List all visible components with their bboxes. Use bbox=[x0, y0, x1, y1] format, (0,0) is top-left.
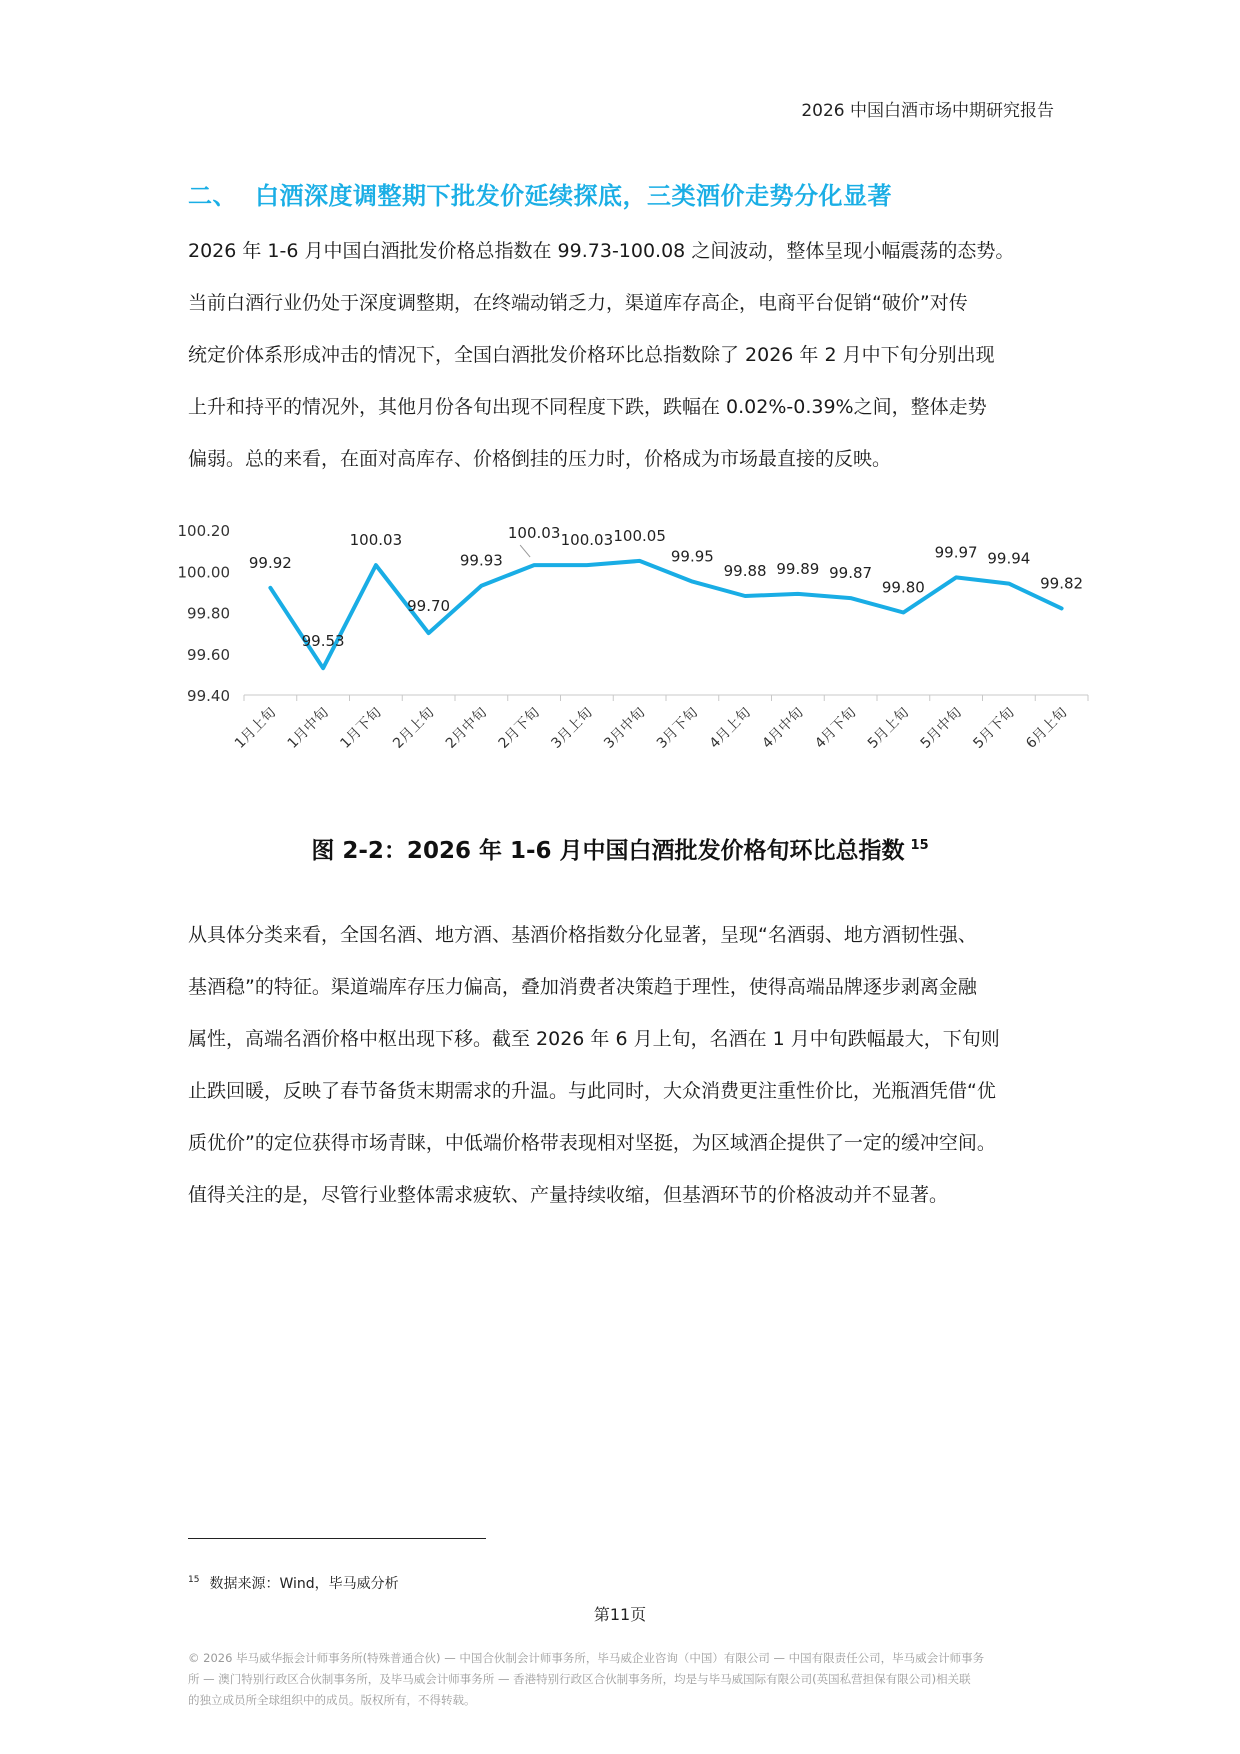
x-tick-label: 5月下旬 bbox=[970, 704, 1018, 752]
x-tick-label: 5月中旬 bbox=[917, 704, 965, 752]
data-label: 99.94 bbox=[987, 549, 1031, 568]
figure-footnote-ref: 15 bbox=[910, 838, 929, 854]
data-label: 99.92 bbox=[248, 553, 292, 572]
running-header: 2026 中国白酒市场中期研究报告 bbox=[801, 101, 1054, 121]
paragraph-line: 值得关注的是，尽管行业整体需求疲软、产量持续收缩，但基酒环节的价格波动并不显著。 bbox=[188, 1184, 949, 1206]
data-label: 99.97 bbox=[934, 543, 978, 562]
x-tick-label: 4月中旬 bbox=[759, 704, 807, 752]
x-tick-label: 4月上旬 bbox=[706, 704, 754, 752]
legal-line: © 2026 毕马威华振会计师事务所(特殊普通合伙) — 中国合伙制会计师事务所，毕马威企业咨询（中国）有限公司 — 中国有限责任公司，毕马威会计师事务 bbox=[188, 1651, 985, 1665]
legal-line: 的独立成员所全球组织中的成员。版权所有，不得转载。 bbox=[188, 1693, 476, 1707]
x-tick-label: 6月上旬 bbox=[1023, 704, 1071, 752]
legal-notice bbox=[188, 1648, 1058, 1711]
data-label: 99.53 bbox=[301, 632, 345, 651]
data-label: 100.03 bbox=[507, 524, 561, 543]
footnote bbox=[188, 1573, 399, 1593]
paragraph-line: 2026 年 1-6 月中国白酒批发价格总指数在 99.73-100.08 之间波动，整体呈现小幅震荡的态势。 bbox=[188, 240, 1015, 262]
series-line bbox=[270, 561, 1061, 668]
data-label: 99.93 bbox=[459, 551, 503, 570]
figure-caption bbox=[0, 832, 1240, 865]
x-tick-label: 3月中旬 bbox=[601, 704, 649, 752]
line-chart bbox=[177, 515, 1100, 785]
y-tick-label: 100.20 bbox=[177, 522, 230, 540]
paragraph-line: 从具体分类来看，全国名酒、地方酒、基酒价格指数分化显著，呈现“名酒弱、地方酒韧性强、 bbox=[188, 924, 977, 946]
paragraph-line: 当前白酒行业仍处于深度调整期，在终端动销乏力，渠道库存高企，电商平台促销“破价”对传 bbox=[188, 292, 968, 314]
data-label: 100.03 bbox=[349, 531, 403, 550]
x-tick-label: 5月上旬 bbox=[864, 704, 913, 752]
data-label: 99.80 bbox=[881, 578, 925, 597]
line-chart-svg bbox=[177, 515, 1100, 785]
data-label: 99.89 bbox=[776, 559, 820, 578]
data-label: 99.95 bbox=[670, 547, 714, 566]
paragraph-line: 止跌回暖，反映了春节备货末期需求的升温。与此同时，大众消费更注重性价比，光瓶酒凭借“优 bbox=[188, 1080, 996, 1102]
data-label: 100.03 bbox=[560, 531, 614, 550]
y-tick-label: 99.80 bbox=[187, 604, 230, 623]
data-label: 99.70 bbox=[407, 597, 451, 616]
paragraph-line: 基酒稳”的特征。渠道端库存压力偏高，叠加消费者决策趋于理性，使得高端品牌逐步剥离金融 bbox=[188, 976, 977, 998]
section-title bbox=[188, 176, 892, 211]
data-label: 100.05 bbox=[613, 526, 666, 545]
legal-line: 所 — 澳门特别行政区合伙制事务所，及毕马威会计师事务所 — 香港特别行政区合伙制事务所，均是与毕马威国际有限公司(英国私营担保有限公司)相关联 bbox=[188, 1672, 971, 1686]
paragraph-line: 偏弱。总的来看，在面对高库存、价格倒挂的压力时，价格成为市场最直接的反映。 bbox=[188, 448, 892, 470]
label-leader-line bbox=[520, 545, 530, 557]
x-tick-label: 1月上旬 bbox=[231, 704, 280, 752]
x-tick-label: 1月中旬 bbox=[284, 704, 332, 752]
x-tick-label: 3月上旬 bbox=[548, 704, 596, 752]
page-number: 第11页 bbox=[593, 1605, 647, 1624]
paragraph-line: 质优价”的定位获得市场青睐，中低端价格带表现相对坚挺，为区域酒企提供了一定的缓冲空间。 bbox=[188, 1132, 996, 1154]
data-label: 99.82 bbox=[1040, 574, 1084, 593]
x-tick-label: 4月下旬 bbox=[812, 704, 860, 752]
footnote-number: 15 bbox=[188, 1575, 200, 1586]
footnote-text: 数据来源：Wind，毕马威分析 bbox=[209, 1576, 399, 1592]
paragraph-line: 属性，高端名酒价格中枢出现下移。截至 2026 年 6 月上旬，名酒在 1 月中旬跌幅最大，下旬则 bbox=[188, 1028, 1000, 1050]
paragraph-line: 统定价体系形成冲击的情况下，全国白酒批发价格环比总指数除了 2026 年 2 月中下旬分别出现 bbox=[188, 344, 995, 366]
figure-caption-text: 图 2-2：2026 年 1-6 月中国白酒批发价格旬环比总指数 bbox=[311, 838, 905, 864]
y-tick-label: 100.00 bbox=[177, 563, 230, 582]
paragraph-line: 上升和持平的情况外，其他月份各旬出现不同程度下跌，跌幅在 0.02%-0.39%之间，整体走势 bbox=[188, 396, 987, 418]
body-paragraph-1 bbox=[188, 225, 1050, 485]
x-tick-label: 1月下旬 bbox=[337, 704, 385, 752]
x-tick-label: 2月上旬 bbox=[390, 704, 438, 752]
x-tick-label: 2月下旬 bbox=[495, 704, 543, 752]
body-paragraph-2 bbox=[188, 909, 1050, 1221]
y-tick-label: 99.40 bbox=[187, 687, 230, 705]
footnote-divider bbox=[188, 1538, 486, 1539]
x-tick-label: 2月中旬 bbox=[442, 704, 491, 752]
x-tick-label: 3月下旬 bbox=[653, 704, 702, 752]
section-number: 二、 bbox=[188, 182, 237, 210]
data-label: 99.87 bbox=[829, 564, 873, 583]
y-tick-label: 99.60 bbox=[187, 645, 230, 664]
data-label: 99.88 bbox=[723, 562, 767, 580]
section-heading-text: 白酒深度调整期下批发价延续探底，三类酒价走势分化显著 bbox=[255, 182, 892, 210]
